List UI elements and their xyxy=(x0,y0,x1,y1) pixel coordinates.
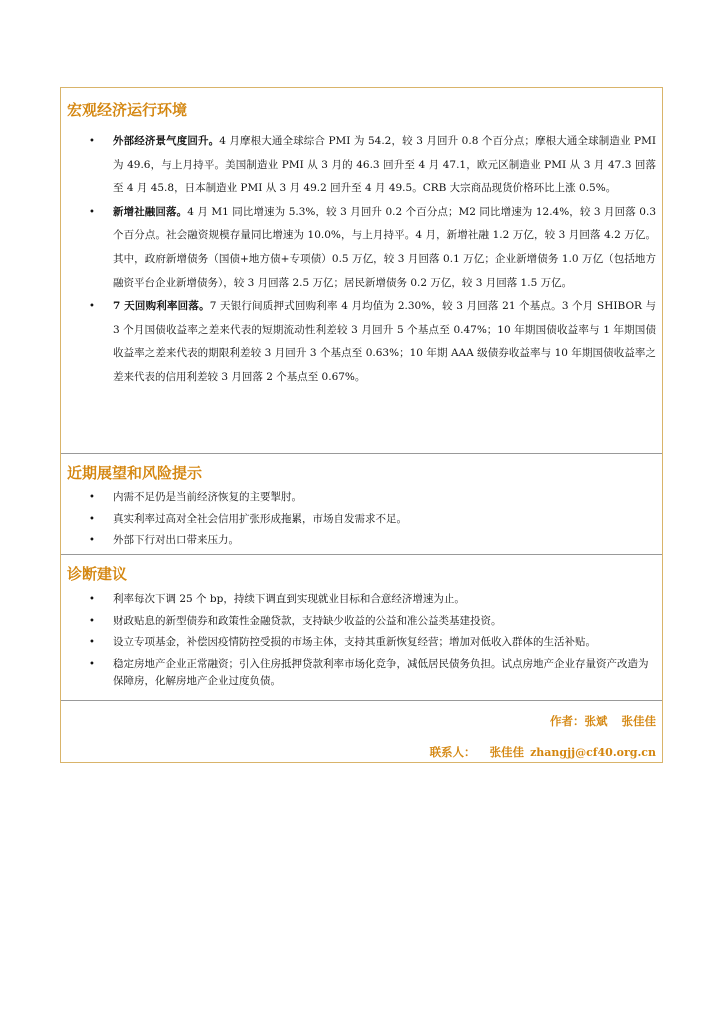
item-lead: 外部经济景气度回升。 xyxy=(113,135,220,147)
macro-section-title: 宏观经济运行环境 xyxy=(67,101,188,119)
macro-section xyxy=(61,88,662,453)
list-item xyxy=(61,589,662,611)
bullet-icon: • xyxy=(89,658,95,670)
outlook-section xyxy=(61,453,662,555)
bullet-icon: • xyxy=(89,206,95,218)
list-item xyxy=(61,487,662,509)
list-item xyxy=(61,509,662,531)
contact-label: 联系人： xyxy=(429,745,476,759)
contact-name: 张佳佳 xyxy=(489,745,525,759)
list-item xyxy=(61,295,662,389)
bullet-icon: • xyxy=(89,513,95,525)
item-text: 7 天银行间质押式回购利率 4 月均值为 2.30%，较 3 月回落 21 个基点。3 个月 SHIBOR 与 3 个月国债收益率之差来代表的短期流动性利差较 3 月回升 5 个基点至 0.47%；10 年期国债收益率与 1 年期国债收益率之差来代表的期限利差较 3 月回升 3 个基点至 0.63%；10 年期 AAA 级债券收益率与 10 年期国债收益率之差来代表的信用利差较 3 月回落 2 个基点至 0.67%。 xyxy=(113,300,656,383)
author-label: 作者：张斌 xyxy=(550,714,608,728)
item-text: 稳定房地产企业正常融资；引入住房抵押贷款利率市场化竞争，减低居民债务负担。试点房地产企业存量资产改造为保障房，化解房地产企业过度负债。 xyxy=(113,657,649,687)
bullet-icon: • xyxy=(89,301,95,313)
list-item xyxy=(61,530,662,552)
bullet-icon: • xyxy=(89,492,95,503)
item-text: 内需不足仍是当前经济恢复的主要掣肘。 xyxy=(113,491,302,503)
list-item xyxy=(61,201,662,295)
author-second: 张佳佳 xyxy=(621,714,656,728)
advice-section-title: 诊断建议 xyxy=(67,565,128,583)
contact-email-link[interactable]: zhangjj@cf40.org.cn xyxy=(530,746,656,759)
item-text: 4 月 M1 同比增速为 5.3%，较 3 月回升 0.2 个百分点；M2 同比增速为 12.4%，较 3 月回落 0.3 个百分点。社会融资规模存量同比增速为 10.0%，与上月持平。4 月，新增社融 1.2 万亿，较 3 月回落 4.2 万亿。其中，政府新增债务（国债+地方债+专项债）0.5 万亿，较 3 月回落 0.1 万亿；企业新增债务 1.0 万亿（包括地方融资平台企业新增债务），较 3 月回落 2.5 万亿；居民新增债务 0.2 万亿，较 3 月回落 1.5 万亿。 xyxy=(113,205,656,289)
item-text: 利率每次下调 25 个 bp，持续下调直到实现就业目标和合意经济增速为止。 xyxy=(113,593,465,605)
item-text: 4 月摩根大通全球综合 PMI 为 54.2，较 3 月回升 0.8 个百分点；摩根大通全球制造业 PMI 为 49.6，与上月持平。美国制造业 PMI 从 3 月的 46.3 回升至 4 月 47.1，欧元区制造业 PMI 从 3 月 47.3 回落至 4 月 45.8，日本制造业 PMI 从 3 月 49.2 回升至 4 月 49.5。CRB 大宗商品现货价格环比上涨 0.5%。 xyxy=(113,135,657,195)
item-lead: 7 天回购利率回落。 xyxy=(113,300,210,313)
item-text: 设立专项基金，补偿因疫情防控受损的市场主体，支持其重新恢复经营；增加对低收入群体的生活补贴。 xyxy=(113,636,596,648)
bullet-icon: • xyxy=(89,535,95,546)
list-item xyxy=(61,611,662,633)
bullet-icon: • xyxy=(89,136,95,147)
list-item xyxy=(61,632,662,654)
list-item xyxy=(61,654,662,693)
bullet-icon: • xyxy=(89,615,95,627)
outlook-list xyxy=(61,487,662,552)
item-text: 真实利率过高对全社会信用扩张形成拖累，市场自发需求不足。 xyxy=(113,512,407,525)
bullet-icon: • xyxy=(89,637,95,648)
macro-list xyxy=(61,130,662,390)
advice-list xyxy=(61,589,662,693)
item-text: 外部下行对出口带来压力。 xyxy=(113,534,239,546)
list-item xyxy=(61,130,662,201)
signature-section xyxy=(61,700,662,762)
outlook-section-title: 近期展望和风险提示 xyxy=(67,464,203,482)
author-line xyxy=(550,713,656,729)
contact-line xyxy=(430,744,656,760)
item-text: 财政贴息的新型债券和政策性金融贷款，支持缺少收益的公益和准公益类基建投资。 xyxy=(113,614,502,627)
report-frame xyxy=(60,87,663,763)
item-lead: 新增社融回落。 xyxy=(113,205,188,218)
bullet-icon: • xyxy=(89,594,95,605)
advice-section xyxy=(61,554,662,701)
